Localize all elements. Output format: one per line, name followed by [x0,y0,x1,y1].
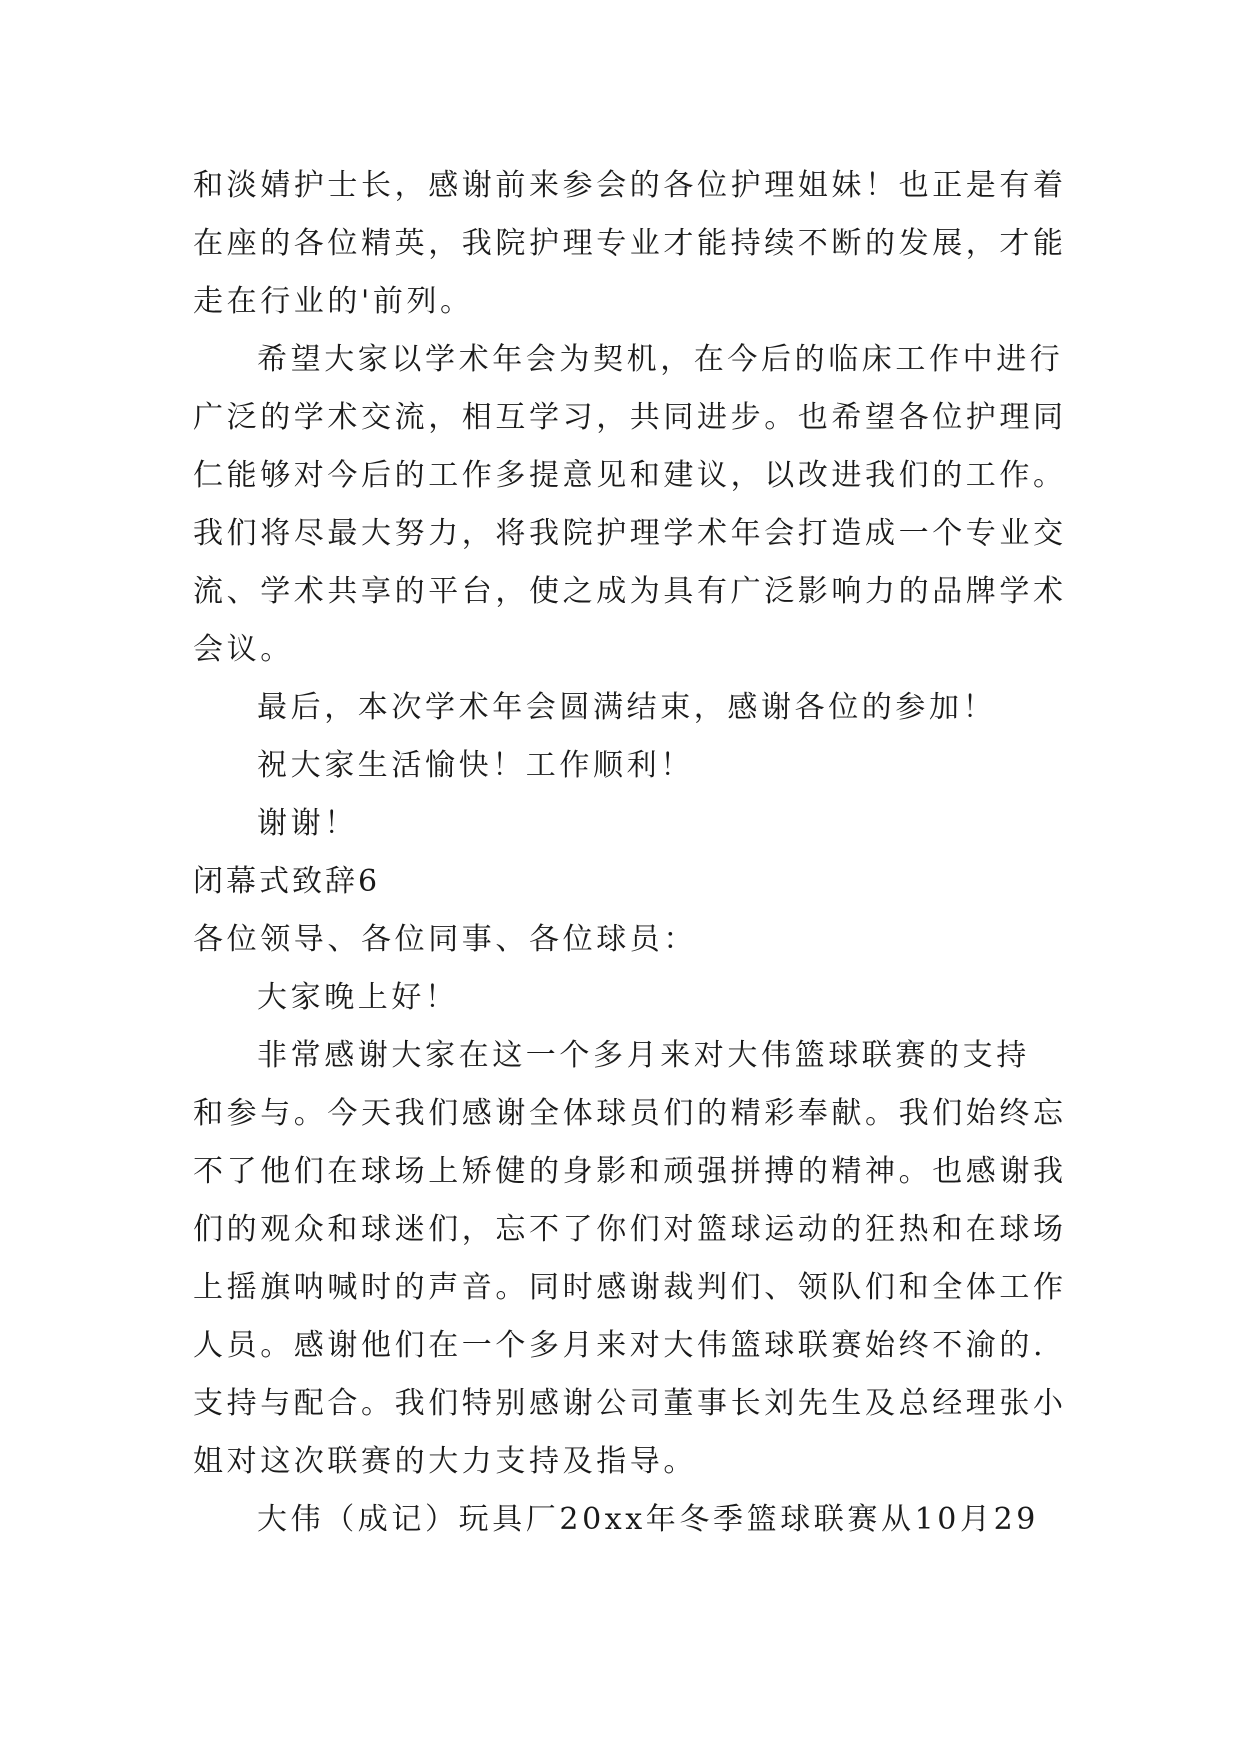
paragraph-line: 会议。 [193,632,294,667]
paragraph-line: 们的观众和球迷们，忘不了你们对篮球运动的狂热和在球场 [193,1212,1067,1247]
paragraph-line: 我们将尽最大努力，将我院护理学术年会打造成一个专业交 [193,516,1067,551]
paragraph-line: 大伟（成记）玩具厂20xx年冬季篮球联赛从10月29 [257,1502,1039,1537]
paragraph-line: 仁能够对今后的工作多提意见和建议，以改进我们的工作。 [193,458,1067,493]
paragraph-line: 不了他们在球场上矫健的身影和顽强拼搏的精神。也感谢我 [193,1154,1067,1189]
paragraph-line: 上摇旗呐喊时的声音。同时感谢裁判们、领队们和全体工作 [193,1270,1067,1305]
paragraph-line: 支持与配合。我们特别感谢公司董事长刘先生及总经理张小 [193,1386,1067,1421]
paragraph-line: 最后，本次学术年会圆满结束，感谢各位的参加！ [257,690,997,725]
paragraph-line: 和淡婧护士长，感谢前来参会的各位护理姐妹！也正是有着 [193,168,1067,203]
salutation-line: 各位领导、各位同事、各位球员： [193,922,697,957]
paragraph-line: 姐对这次联赛的大力支持及指导。 [193,1444,697,1479]
paragraph-line: 广泛的学术交流，相互学习，共同进步。也希望各位护理同 [193,400,1067,435]
paragraph-line: 和参与。今天我们感谢全体球员们的精彩奉献。我们始终忘 [193,1096,1067,1131]
paragraph-line: 走在行业的'前列。 [193,284,474,319]
section-heading: 闭幕式致辞6 [193,864,381,899]
paragraph-line: 人员。感谢他们在一个多月来对大伟篮球联赛始终不渝的. [193,1328,1047,1363]
paragraph-line: 流、学术共享的平台，使之成为具有广泛影响力的品牌学术 [193,574,1067,609]
paragraph-line: 希望大家以学术年会为契机，在今后的临床工作中进行 [257,342,1064,377]
paragraph-line: 谢谢！ [257,806,358,841]
paragraph-line: 祝大家生活愉快！工作顺利！ [257,748,694,783]
greeting-line: 大家晚上好！ [257,980,459,1015]
paragraph-line: 非常感谢大家在这一个多月来对大伟篮球联赛的支持 [257,1038,1030,1073]
paragraph-line: 在座的各位精英，我院护理专业才能持续不断的发展，才能 [193,226,1067,261]
